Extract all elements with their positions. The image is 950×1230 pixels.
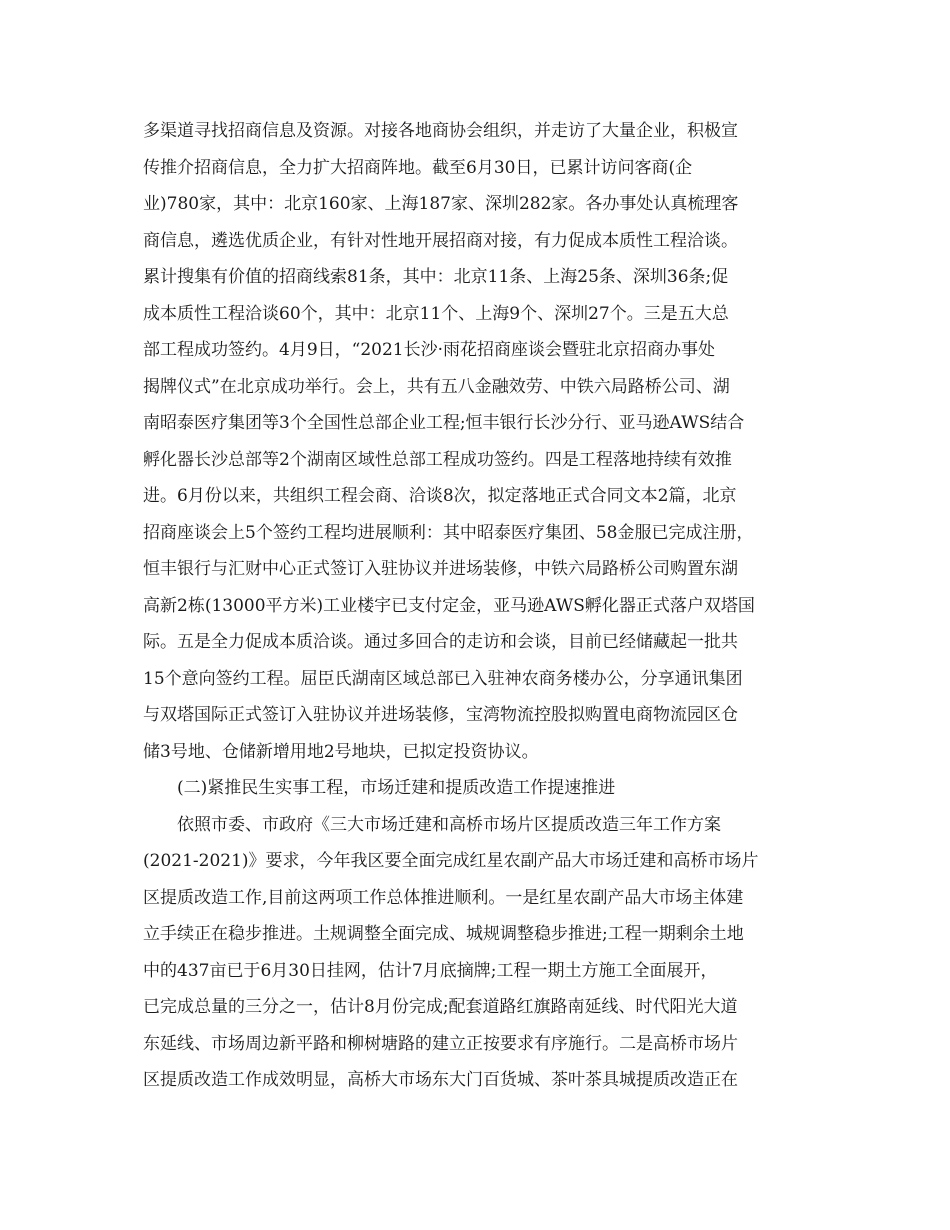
text-line: (2021-2021)》要求，今年我区要全面完成红星农副产品大市场迁建和高桥市场片 xyxy=(143,851,759,871)
text-line: 进。6月份以来，共组织工程会商、洽谈8次，拟定落地正式合同文本2篇，北京 xyxy=(143,486,737,506)
text-line: 东延线、市场周边新平路和柳树塘路的建立正按要求有序施行。二是高桥市场片 xyxy=(143,1033,738,1054)
text-line: 累计搜集有价值的招商线索81条，其中：北京11条、上海25条、深圳36条;促 xyxy=(143,267,729,287)
text-line: 孵化器长沙总部等2个湖南区域性总部工程成功签约。四是工程落地持续有效推 xyxy=(143,449,732,470)
text-line: 恒丰银行与汇财中心正式签订入驻协议并进场装修，中铁六局路桥公司购置东湖 xyxy=(143,559,738,579)
text-line: 多渠道寻找招商信息及资源。对接各地商协会组织，并走访了大量企业，积极宣 xyxy=(143,121,738,141)
text-line: 际。五是全力促成本质洽谈。通过多回合的走访和会谈，目前已经储藏起一批共 xyxy=(143,632,738,652)
text-line: 传推介招商信息，全力扩大招商阵地。截至6月30日，已累计访问客商(企 xyxy=(143,157,693,178)
text-line: 成本质性工程洽谈60个，其中：北京11个、上海9个、深圳27个。三是五大总 xyxy=(143,303,729,324)
text-line: 招商座谈会上5个签约工程均进展顺利：其中昭泰医疗集团、58金服已完成注册， xyxy=(143,522,754,543)
text-line: 与双塔国际正式签订入驻协议并进场装修，宝湾物流控股拟购置电商物流园区仓 xyxy=(143,705,738,725)
text-line: 15个意向签约工程。屈臣氏湖南区域总部已入驻神农商务楼办公，分享通讯集团 xyxy=(143,668,743,689)
paragraph-first-line: 依照市委、市政府《三大市场迁建和高桥市场片区提质改造三年工作方案 xyxy=(177,814,721,835)
text-line: 储3号地、仓储新增用地2号地块，已拟定投资协议。 xyxy=(143,741,539,762)
section-heading: (二)紧推民生实事工程，市场迁建和提质改造工作提速推进 xyxy=(177,778,616,798)
text-line: 区提质改造工作,目前这两项工作总体推进顺利。一是红星农副产品大市场主体建 xyxy=(143,887,744,908)
text-line: 已完成总量的三分之一，估计8月份完成;配套道路红旗路南延线、时代阳光大道 xyxy=(143,997,738,1017)
text-line: 高新2栋(13000平方米)工业楼宇已支付定金，亚马逊AWS孵化器正式落户双塔国 xyxy=(143,595,755,616)
text-line: 南昭泰医疗集团等3个全国性总部企业工程;恒丰银行长沙分行、亚马逊AWS结合 xyxy=(143,413,745,433)
text-line: 商信息，遴选优质企业，有针对性地开展招商对接，有力促成本质性工程洽谈。 xyxy=(143,230,738,251)
text-line: 立手续正在稳步推进。土规调整全面完成、城规调整稳步推进;工程一期剩余土地 xyxy=(143,924,744,944)
text-line: 中的437亩已于6月30日挂网，估计7月底摘牌;工程一期土方施工全面展开， xyxy=(143,960,718,981)
text-line: 部工程成功签约。4月9日，“2021长沙·雨花招商座谈会暨驻北京招商办事处 xyxy=(143,340,715,360)
document-body xyxy=(143,113,813,1099)
text-line: 业)780家，其中：北京160家、上海187家、深圳282家。各办事处认真梳理客 xyxy=(143,194,739,214)
text-line: 揭牌仪式”在北京成功举行。会上，共有五八金融效劳、中铁六局路桥公司、湖 xyxy=(143,376,730,397)
text-line: 区提质改造工作成效明显，高桥大市场东大门百货城、茶叶茶具城提质改造正在 xyxy=(143,1070,738,1090)
